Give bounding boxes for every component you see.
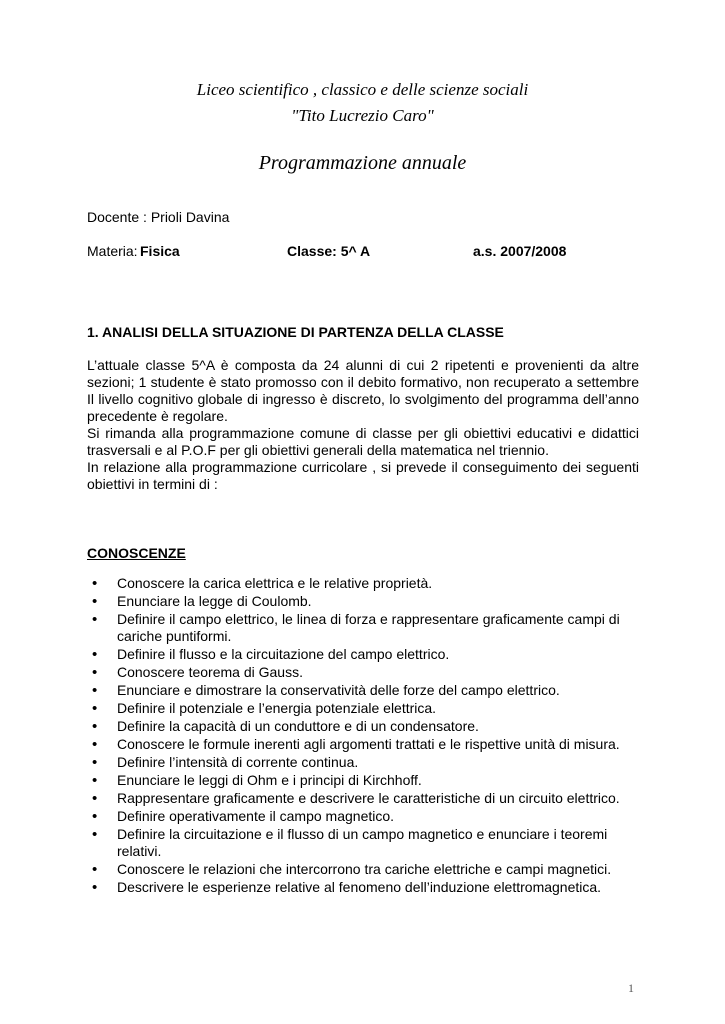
- list-item-text: Definire operativamente il campo magnetico.: [117, 808, 395, 824]
- bullet-icon: •: [92, 790, 98, 807]
- body-paragraph: Si rimanda alla programmazione comune di classe per gli obiettivi educativi e didattici trasversali e al P.O.F per gli obiettivi generali della matematica nel triennio.: [87, 425, 639, 458]
- list-item-text: Definire il flusso e la circuitazione del campo elettrico.: [117, 646, 450, 662]
- list-item-text: Descrivere le esperienze relative al fenomeno dell’induzione elettromagnetica.: [117, 879, 602, 895]
- list-item-text: Definire l’intensità di corrente continua.: [117, 754, 359, 770]
- bullet-icon: •: [92, 861, 98, 878]
- list-item-text: Rappresentare graficamente e descrivere le caratteristiche di un circuito elettrico.: [117, 790, 620, 806]
- list-item-text: Conoscere teorema di Gauss.: [117, 664, 303, 680]
- list-item: [92, 718, 652, 735]
- list-item: [92, 575, 652, 592]
- bullet-icon: •: [92, 718, 98, 735]
- list-item: [92, 772, 652, 789]
- section-1-body: [87, 357, 639, 493]
- list-item-text: Conoscere le relazioni che intercorrono tra cariche elettriche e campi magnetici.: [117, 861, 612, 877]
- conoscenze-heading: CONOSCENZE: [87, 545, 186, 561]
- list-item: [92, 700, 652, 717]
- list-item: [92, 682, 652, 699]
- list-item: [92, 879, 652, 896]
- bullet-icon: •: [92, 754, 98, 771]
- list-item: [92, 790, 652, 807]
- list-item: [92, 593, 652, 610]
- list-item-text: Conoscere le formule inerenti agli argomenti trattati e le rispettive unità di misura.: [117, 736, 620, 752]
- list-item: [92, 664, 652, 681]
- bullet-icon: •: [92, 772, 98, 789]
- bullet-icon: •: [92, 593, 98, 610]
- bullet-icon: •: [92, 646, 98, 663]
- list-item-text: Enunciare la legge di Coulomb.: [117, 593, 312, 609]
- list-item: [92, 646, 652, 663]
- bullet-icon: •: [92, 664, 98, 681]
- list-item: [92, 826, 652, 860]
- list-item-text: Definire il campo elettrico, le linea di forza e rappresentare graficamente campi di cariche puntiformi.: [117, 611, 620, 644]
- subject-value: Fisica: [140, 243, 180, 259]
- bullet-icon: •: [92, 879, 98, 896]
- bullet-icon: •: [92, 682, 98, 699]
- list-item-text: Enunciare le leggi di Ohm e i principi di Kirchhoff.: [117, 772, 422, 788]
- list-item: [92, 736, 652, 753]
- list-item: [92, 611, 652, 645]
- list-item: [92, 861, 652, 878]
- school-year-info: a.s. 2007/2008: [473, 243, 567, 259]
- document-title: Programmazione annuale: [258, 152, 467, 174]
- body-paragraph: In relazione alla programmazione curricolare , si prevede il conseguimento dei seguenti obiettivi in termini di :: [87, 459, 639, 492]
- subject-class-year-row: [87, 243, 647, 263]
- bullet-icon: •: [92, 575, 98, 592]
- teacher-line: Docente : Prioli Davina: [87, 209, 230, 225]
- bullet-icon: •: [92, 826, 98, 843]
- list-item: [92, 808, 652, 825]
- school-type-line: Liceo scientifico , classico e delle scienze sociali: [196, 80, 529, 99]
- subject-label: Materia:: [87, 243, 138, 259]
- section-1-heading: 1. ANALISI DELLA SITUAZIONE DI PARTENZA DELLA CLASSE: [87, 324, 504, 340]
- list-item-text: Definire la capacità di un conduttore e di un condensatore.: [117, 718, 479, 734]
- list-item-text: Definire il potenziale e l’energia potenziale elettrica.: [117, 700, 437, 716]
- list-item-text: Definire la circuitazione e il flusso di un campo magnetico e enunciare i teoremi relativi.: [117, 826, 608, 859]
- list-item-text: Enunciare e dimostrare la conservatività delle forze del campo elettrico.: [117, 682, 560, 698]
- body-paragraph: L’attuale classe 5^A è composta da 24 alunni di cui 2 ripetenti e provenienti da altre sezioni; 1 studente è stato promosso con il debito formativo, non recuperato a settembre Il livello cognitivo globale di ingresso è discreto, lo svolgimento del programma dell’anno precedente è regolare.: [87, 357, 639, 424]
- list-item: [92, 754, 652, 771]
- bullet-icon: •: [92, 736, 98, 753]
- bullet-icon: •: [92, 808, 98, 825]
- page-number: 1: [628, 981, 634, 995]
- school-name: "Tito Lucrezio Caro": [291, 106, 434, 125]
- class-info: Classe: 5^ A: [287, 243, 371, 259]
- list-item-text: Conoscere la carica elettrica e le relative proprietà.: [117, 575, 433, 591]
- bullet-icon: •: [92, 611, 98, 628]
- bullet-icon: •: [92, 700, 98, 717]
- conoscenze-list: [92, 575, 652, 897]
